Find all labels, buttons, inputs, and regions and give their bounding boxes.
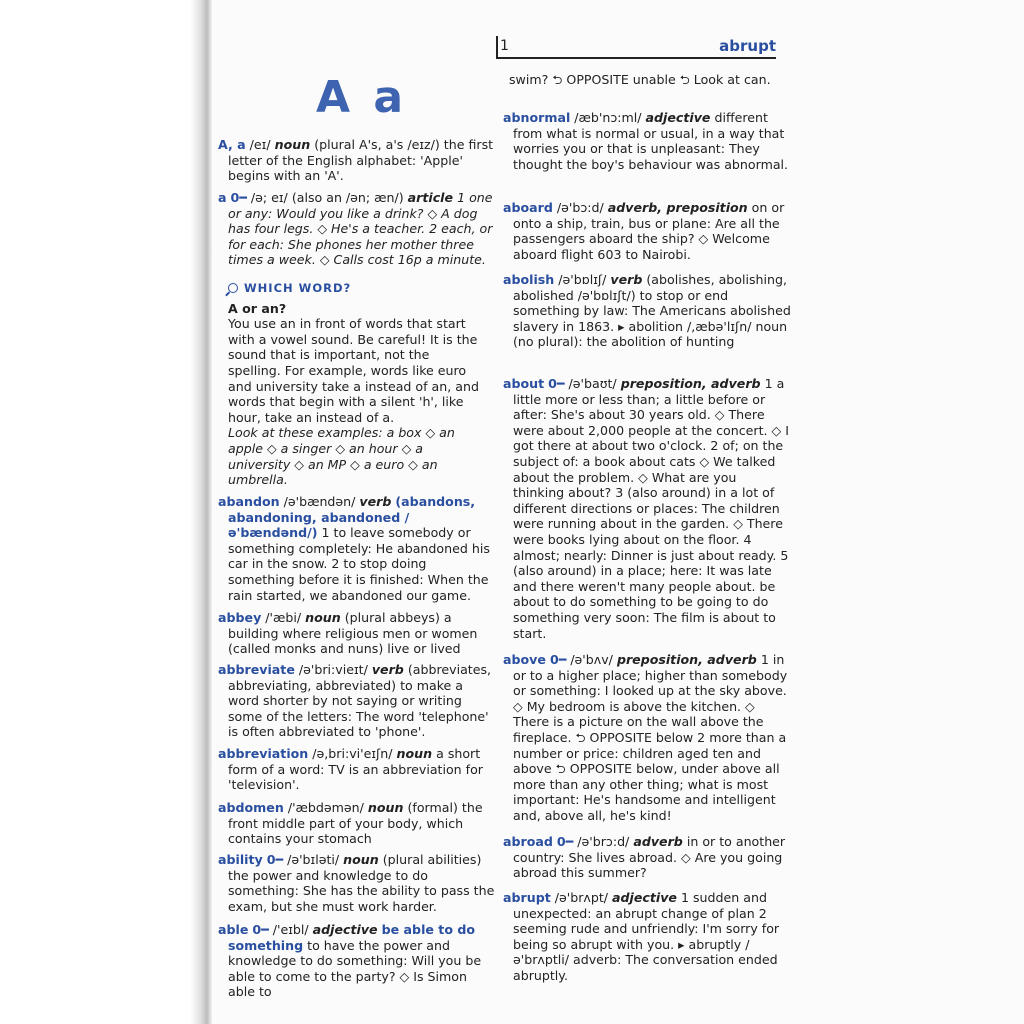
sense-2: 2 to stop doing something before it is finished: When the rain started, we abandoned our game. [228,556,489,603]
pronunciation: /ə'bɪləti/ [287,852,340,867]
pronunciation: /æb'nɔ:ml/ [574,110,642,125]
part-of-speech: verb [610,272,643,287]
section-letter: A a [316,72,408,123]
part-of-speech: preposition, adverb [616,652,757,667]
entry-abnormal [503,110,791,172]
sense-2: 2 each, or for each: She phones her mother three times a week. ◇ Calls cost 16p a minute. [228,221,493,268]
part-of-speech: adjective [612,890,677,905]
definition: (plural A's, a's /eɪz/) the first letter of the English alphabet: 'Apple' begins with an 'A'. [228,137,494,184]
header-rule [496,57,776,59]
sense-1: 1 one or any: Would you like a drink? ◇ A dog has four legs. ◇ He's a teacher. [228,190,493,237]
pronunciation: /ə'brʌpt/ [554,890,609,905]
entry-above [503,652,791,824]
definition: a short form of a word: TV is an abbreviation for 'television'. [228,746,483,793]
part-of-speech: noun [274,137,311,152]
entry-abrupt [503,890,791,984]
headword: abrupt [503,890,551,905]
entry-abbreviate [218,662,496,740]
entry-a-article [218,190,496,268]
headword: able [218,922,249,937]
definition: 1 in or to a higher place; higher than somebody or something: I looked up at the sky above. ◇ My bedroom is above the kitchen. ◇ There is a picture on the wall above the fireplace. ⮌ OPPOSITE below 2 more than a number or price: children aged ten and above ⮌ OPPOSITE below, under above all more than any other thing; what is most important: He's handsome and intelligent and, above all, he's kind! [513,652,788,823]
part-of-speech: preposition, adverb [620,376,761,391]
part-of-speech: noun [367,800,404,815]
pronunciation: /ə'brɔ:d/ [577,834,630,849]
continuation: swim? ⮌ OPPOSITE unable ⮌ Look at can. [509,72,771,87]
definition: in or to another country: She lives abroad. ◇ Are you going abroad this summer? [513,834,786,881]
key-icon: 0━ [549,652,567,667]
note-body-2: Look at these examples: a box ◇ an apple ◇ a singer ◇ an hour ◇ a university ◇ an MP ◇ a euro ◇ an umbrella. [228,425,455,488]
pronunciation: /'æbi/ [265,610,302,625]
which-word-note [228,280,480,488]
entry-abandon [218,494,496,603]
key-icon: 0━ [266,852,284,867]
entry-ability [218,852,496,914]
definition: different from what is normal or usual, in a way that worries you or that is unpleasant: They thought the boy's behaviour was abnormal. [513,110,789,172]
note-title: WHICH WORD? [244,281,352,295]
book-binding [0,0,212,1024]
headword: above [503,652,546,667]
pronunciation: /ə'bʌv/ [570,652,613,667]
entry-abolish [503,272,791,350]
part-of-speech: noun [305,610,341,625]
part-of-speech: verb [359,494,392,509]
headword: abolish [503,272,555,287]
entry-aboard [503,200,791,262]
entry-a-letter [218,137,496,184]
part-of-speech: adverb [633,834,683,849]
header-bar [496,36,498,58]
page-number: 1 [500,38,509,54]
pronunciation: /ə'bɔ:d/ [556,200,604,215]
key-icon: 0━ [230,190,247,205]
pronunciation: /eɪ/ [249,137,271,152]
sense-1: 1 to leave somebody or something completely: He abandoned his car in the snow. [228,525,490,572]
definition: (formal) the front middle part of your body, which contains your stomach [228,800,483,847]
headword: a [218,190,227,205]
entry-able [218,922,496,1000]
part-of-speech: adjective [645,110,711,125]
pronunciation: /ə'baʊt/ [568,376,617,391]
headword: abnormal [503,110,571,125]
definition: on or onto a ship, train, bus or plane: Are all the passengers aboard the ship? ◇ Welcome aboard flight 603 to Nairobi. [513,200,785,262]
pronunciation: /ə'bændən/ [283,494,356,509]
part-of-speech: verb [371,662,404,677]
entry-abdomen [218,800,496,847]
headword: abbey [218,610,262,625]
headword: abandon [218,494,280,509]
pronunciation: /ə'bɒlɪʃ/ [558,272,607,287]
definition: 1 a little more or less than; a little before or after: She's about 30 years old. ◇ There were about 2,000 people at the concert. ◇ I got there at about two o'clock. 2 of; on the subject of: a book about cats ◇ We talked about the problem. ◇ What are you thinking about? 3 (also around) in a lot of different directions or places: The children were running about in the garden. ◇ There were books lying about on the floor. 4 almost; nearly: Dinner is just about ready. 5 (also around) in a place; here: It was late and there weren't many people about. be about to do something to be going to do something very soon: The film is about to start. [513,376,789,641]
part-of-speech: adjective [312,922,378,937]
entry-able-continued [503,72,787,88]
part-of-speech: noun [396,746,433,761]
definition: to have the power and knowledge to do something: Will you be able to come to the party? ◇ Is Simon able to [228,937,482,1000]
pronunciation: /ə,bri:vi'eɪʃn/ [312,746,393,761]
headword: aboard [503,200,553,215]
alternate-form: (also an /ən; æn/) [291,190,404,205]
pronunciation: /'eɪbl/ [272,922,309,937]
key-icon: 0━ [252,922,269,937]
definition: (abbreviates, abbreviating, abbreviated) to make a word shorter by not saying or writing some of the letters: The word 'telephone' is often abbreviated to 'phone'. [228,662,492,740]
definition: (plural abbeys) a building where religious men or women (called monks and nuns) live or lived [228,610,478,657]
headword: abbreviate [218,662,295,677]
key-icon: 0━ [556,834,574,849]
entry-abbey [218,610,496,657]
pronunciation: /'æbdəmən/ [287,800,364,815]
entry-abroad [503,834,791,881]
part-of-speech: noun [343,852,379,867]
definition: (plural abilities) the power and knowledge to do something: She has the ability to pass the exam, but she must work harder. [228,852,495,914]
note-subtitle: A or an? [228,300,287,316]
headword: ability [218,852,263,867]
pronunciation: /ə; eɪ/ [250,190,288,205]
note-body-1: You use an in front of words that start with a vowel sound. Be careful! It is the sound that is important, not the spelling. For example, words like euro and university take a instead of an, and words that begin with a silent 'h', like hour, take an instead of a. [228,316,479,425]
headword: A, a [218,137,246,152]
part-of-speech: article [407,190,454,205]
word-forms: (abandons, abandoning, abandoned /ə'bændənd/) [228,494,476,541]
key-icon: 0━ [548,376,565,391]
definition: 1 sudden and unexpected: an abrupt change of plan 2 seeming rude and unfriendly: I'm sorry for being so abrupt with you. ▸ abruptly /ə'brʌptli/ adverb: The conversation ended abruptly. [513,890,780,983]
definition: (abolishes, abolishing, abolished /ə'bɒlɪʃt/) to stop or end something by law: The Americans abolished slavery in 1863. ▸ abolition /,æbə'lɪʃn/ noun (no plural): the abolition of hunting [513,272,791,350]
headword: abbreviation [218,746,309,761]
magnifier-icon [228,283,238,293]
pronunciation: /ə'bri:vieɪt/ [298,662,368,677]
entry-about [503,376,791,641]
part-of-speech: adverb, preposition [607,200,748,215]
headword: abdomen [218,800,284,815]
phrase: be able to do something [228,922,476,953]
headword: about [503,376,545,391]
guide-word: abrupt [719,37,776,55]
headword: abroad [503,834,553,849]
entry-abbreviation [218,746,496,793]
